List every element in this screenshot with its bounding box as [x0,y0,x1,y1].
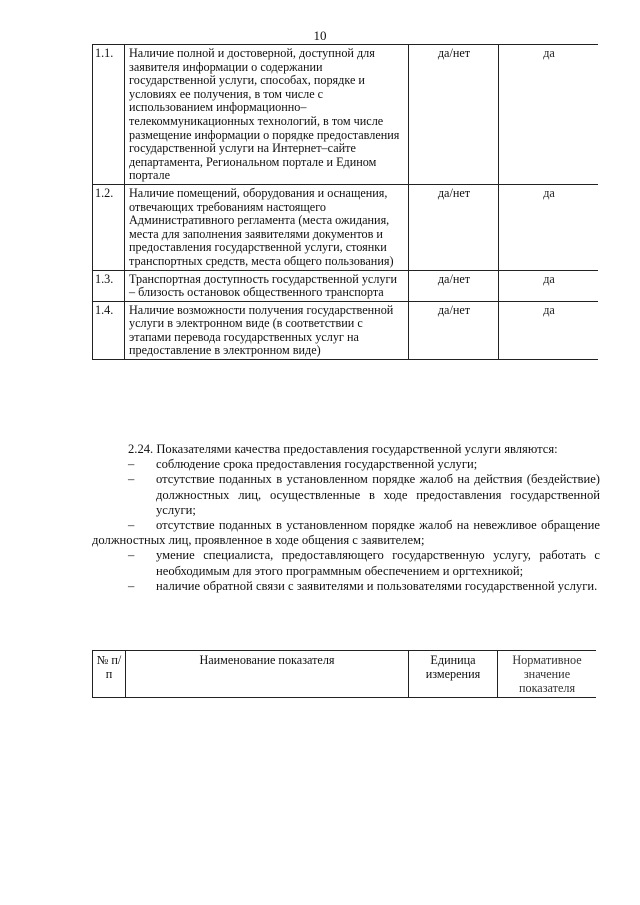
row-name: Наличие помещений, оборудования и оснащения, отвечающих требованиям настоящего Административного регламента (места ожидания, места для заполнения заявителями документов и предоставления государственной услуги, стоянки транспортных средств, места общего пользования) [125,184,409,270]
row-norm: да [499,270,599,301]
list-item [92,518,600,548]
header-name: Наименование показателя [126,651,409,698]
list-text: умение специалиста, предоставляющего государственную услугу, работать с необходимым для этого программным обеспечением и оргтехникой; [156,548,600,578]
table-row [93,270,599,301]
list-dash: – [128,548,135,563]
row-name: Транспортная доступность государственной услуги – близость остановок общественного транспорта [125,270,409,301]
list-text: отсутствие поданных в установленном порядке жалоб на действия (бездействие) должностных лиц, осуществленные в ходе предоставления государственной услуги; [156,472,600,517]
row-norm: да [499,184,599,270]
list-dash: – [128,518,135,533]
header-unit: Единица измерения [409,651,498,698]
page-number: 10 [313,28,327,43]
row-norm: да [499,45,599,185]
header-num: № п/п [93,651,126,698]
table-row [93,301,599,359]
section-2-24 [92,442,600,594]
list-dash: – [128,472,135,487]
list-text: соблюдение срока предоставления государственной услуги; [156,457,478,472]
row-num: 1.1. [93,45,125,185]
row-num: 1.3. [93,270,125,301]
table-row [93,184,599,270]
row-name: Наличие возможности получения государственной услуги в электронном виде (в соответствии с этапами перевода государственных услуг на предоставление в электронном виде) [125,301,409,359]
quality-indicators-table [92,44,598,360]
row-unit: да/нет [409,270,499,301]
list-item [92,457,600,472]
row-num: 1.2. [93,184,125,270]
row-norm: да [499,301,599,359]
list-item [92,472,600,518]
list-text: отсутствие поданных в установленном порядке жалоб на невежливое обращение должностных лиц, проявленное в ходе общения с заявителем; [92,518,600,548]
row-unit: да/нет [409,301,499,359]
row-num: 1.4. [93,301,125,359]
list-item [92,579,600,594]
indicators-header-table [92,650,596,698]
row-unit: да/нет [409,184,499,270]
table-row [93,45,599,185]
row-name: Наличие полной и достоверной, доступной для заявителя информации о содержании государственной услуги, способах, порядке и условиях ее получения, в том числе с использованием информационно–телекоммуникационных технологий, в том числе размещение информации о порядке предоставления государственной услуги на Интернет–сайте департамента, Региональном портале и Едином портале [125,45,409,185]
list-dash: – [128,578,135,593]
row-unit: да/нет [409,45,499,185]
table-header-row [93,651,597,698]
list-dash: – [128,457,135,472]
list-item [92,548,600,578]
section-intro: 2.24. Показателями качества предоставления государственной услуги являются: [128,442,558,456]
list-text: наличие обратной связи с заявителями и пользователями государственной услуги. [156,578,598,593]
header-norm: Нормативное значение показателя [498,651,597,698]
